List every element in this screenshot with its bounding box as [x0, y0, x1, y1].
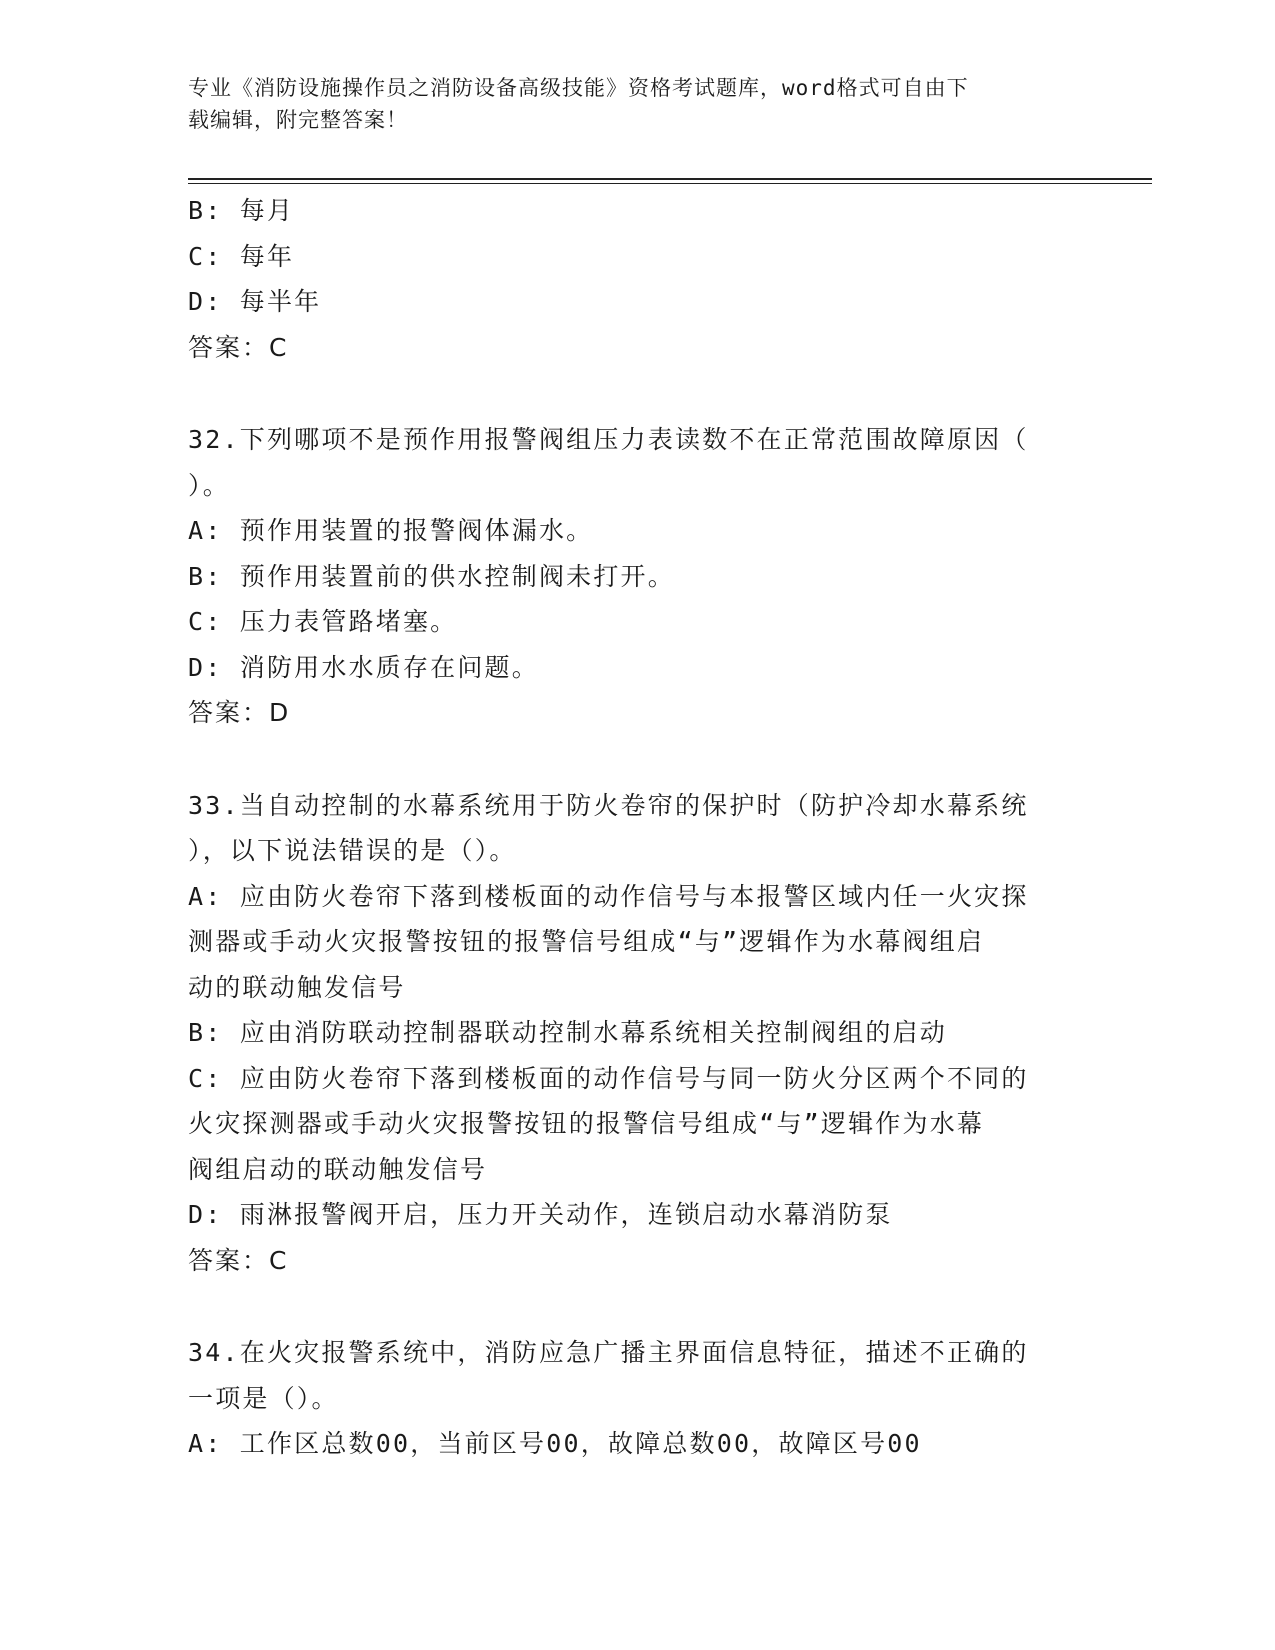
question-33 [188, 783, 1088, 1284]
option-a-continued: 动的联动触发信号 [188, 972, 406, 1002]
header-divider-thick [188, 178, 1152, 180]
option-a-continued: 测器或手动火灾报警按钮的报警信号组成“与”逻辑作为水幕阀组启 [188, 927, 985, 956]
question-text-line: 34.在火灾报警系统中，消防应急广播主界面信息特征，描述不正确的 [188, 1338, 1029, 1367]
answer: 答案：C [188, 332, 289, 362]
option-c-continued: 火灾探测器或手动火灾报警按钮的报警信号组成“与”逻辑作为水幕 [188, 1109, 985, 1138]
option-b: B: 应由消防联动控制器联动控制水幕系统相关控制阀组的启动 [188, 1018, 947, 1047]
question-text-line: 一项是（）。 [188, 1383, 339, 1413]
option-a: A: 应由防火卷帘下落到楼板面的动作信号与本报警区域内任一火灾探 [188, 881, 1029, 911]
question-text-line: ），以下说法错误的是（）。 [188, 836, 517, 865]
question-31-tail [188, 188, 1088, 370]
option-a: A: 工作区总数00，当前区号00，故障总数00，故障区号00 [188, 1429, 922, 1458]
question-34 [188, 1330, 1088, 1467]
question-text-line: ）。 [188, 470, 230, 500]
header-line-2: 载编辑，附完整答案！ [188, 108, 408, 132]
question-list [188, 188, 1088, 1467]
question-text-line: 33.当自动控制的水幕系统用于防火卷帘的保护时（防护冷却水幕系统 [188, 790, 1029, 820]
document-header [188, 72, 1088, 136]
option-b: B: 预作用装置前的供水控制阀未打开。 [188, 561, 675, 591]
question-text-line: 32.下列哪项不是预作用报警阀组压力表读数不在正常范围故障原因（ [188, 425, 1029, 454]
option-c: C: 每年 [188, 241, 295, 271]
option-d: D: 每半年 [188, 287, 322, 316]
header-line-1: 专业《消防设施操作员之消防设备高级技能》资格考试题库，word格式可自由下 [188, 76, 969, 100]
option-c: C: 压力表管路堵塞。 [188, 607, 458, 636]
option-d: D: 消防用水水质存在问题。 [188, 652, 539, 682]
answer: 答案：C [188, 1245, 289, 1275]
option-d: D: 雨淋报警阀开启，压力开关动作，连锁启动水幕消防泵 [188, 1200, 893, 1229]
option-c-continued: 阀组启动的联动触发信号 [188, 1154, 488, 1184]
answer: 答案：D [188, 698, 291, 727]
question-32 [188, 417, 1088, 736]
option-b: B: 每月 [188, 196, 295, 225]
option-c: C: 应由防火卷帘下落到楼板面的动作信号与同一防火分区两个不同的 [188, 1063, 1029, 1093]
option-a: A: 预作用装置的报警阀体漏水。 [188, 516, 594, 545]
header-divider-thin [188, 183, 1152, 184]
